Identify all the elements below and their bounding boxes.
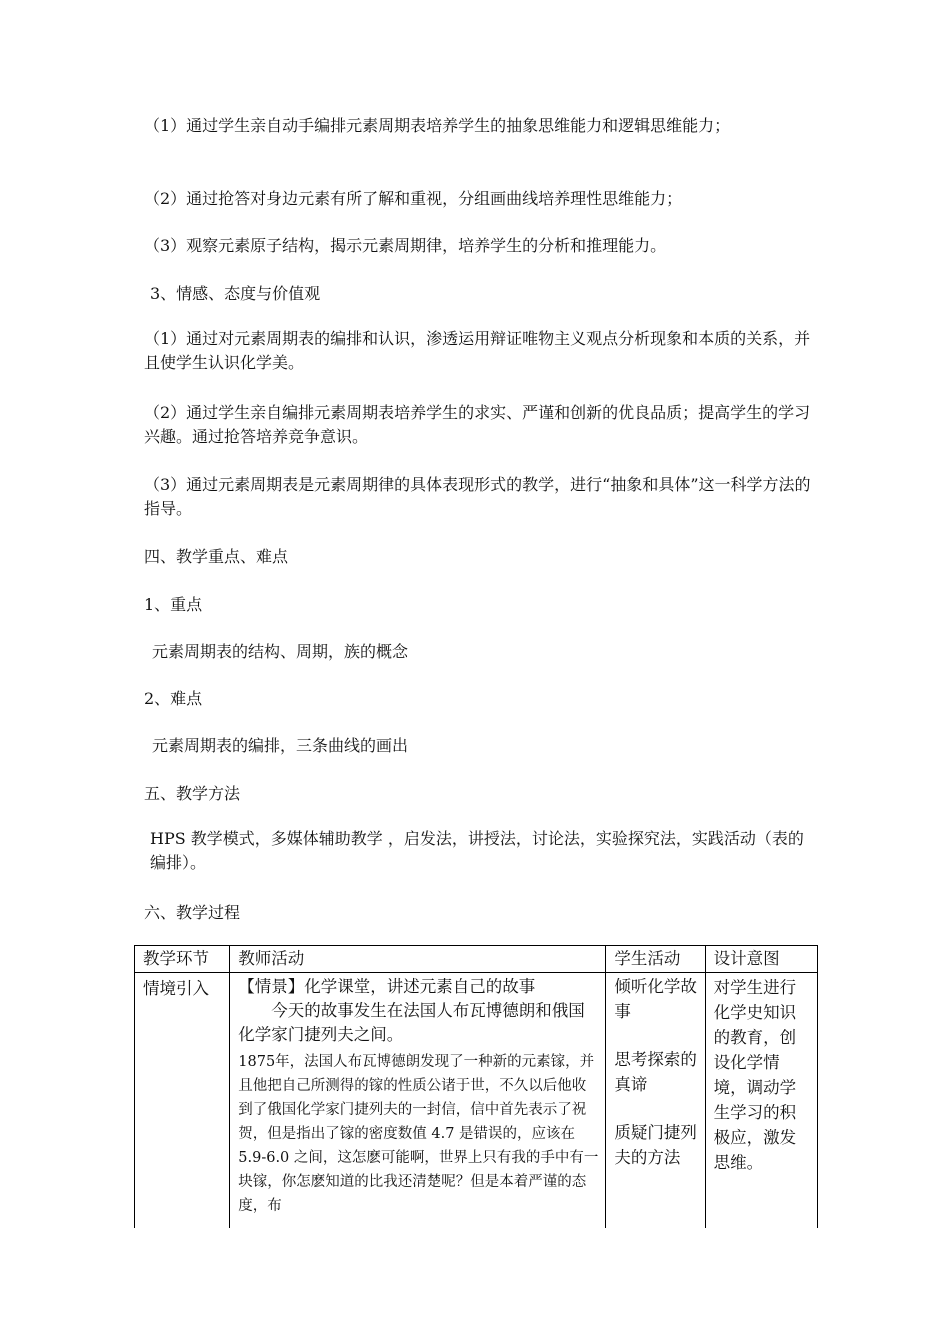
emotion-item-1: （1）通过对元素周期表的编排和认识，渗透运用辩证唯物主义观点分析现象和本质的关系，并且使学生认识化学美。 bbox=[144, 329, 811, 372]
ability-item-2: （2）通过抢答对身边元素有所了解和重视，分组画曲线培养理性思维能力； bbox=[144, 189, 683, 208]
header-stage: 教学环节 bbox=[135, 946, 230, 973]
stage-cell: 情境引入 bbox=[135, 973, 230, 1229]
emotion-item-3: （3）通过元素周期表是元素周期律的具体表现形式的教学，进行“抽象和具体”这一科学方法的指导。 bbox=[144, 475, 811, 518]
scenario-title: 化学课堂，讲述元素自己的故事 bbox=[304, 977, 536, 996]
difficult-point-heading: 2、难点 bbox=[144, 689, 203, 708]
emotion-heading: 3、情感、态度与价值观 bbox=[150, 284, 321, 303]
header-teacher-activity: 教师活动 bbox=[230, 946, 606, 973]
table-row bbox=[135, 973, 818, 1229]
student-activity-cell bbox=[606, 973, 705, 1229]
table-header-row bbox=[135, 946, 818, 973]
scenario-tag: 【情景】 bbox=[238, 977, 305, 996]
section-5-heading: 五、教学方法 bbox=[144, 784, 241, 803]
difficult-point-text: 元素周期表的编排，三条曲线的画出 bbox=[152, 736, 409, 755]
design-intent-cell: 对学生进行化学史知识的教育，创设化学情境，调动学生学习的积极应，激发思维。 bbox=[705, 973, 817, 1229]
ability-item-3: （3）观察元素原子结构，揭示元素周期律，培养学生的分析和推理能力。 bbox=[144, 236, 667, 255]
ability-item-1: （1）通过学生亲自动手编排元素周期表培养学生的抽象思维能力和逻辑思维能力； bbox=[144, 116, 731, 135]
teaching-methods-text: HPS 教学模式，多媒体辅助教学 ，启发法，讲授法，讨论法，实验探究法，实践活动（表的编排）。 bbox=[150, 829, 804, 872]
header-student-activity: 学生活动 bbox=[606, 946, 705, 973]
teaching-process-table bbox=[134, 945, 818, 1228]
teacher-story: 1875年，法国人布瓦博德朗发现了一种新的元素镓，并且他把自己所测得的镓的性质公诸于世，不久以后他收到了俄国化学家门捷列夫的一封信，信中首先表示了祝贺，但是指出了镓的密度数值 4.7 是错误的，应该在 5.9-6.0 之间，这怎麽可能啊，世界上只有我的手中有一块镓，你怎麽知道的比我还清楚呢？但是本着严谨的态度，布 bbox=[238, 1054, 599, 1214]
key-point-heading: 1、重点 bbox=[144, 595, 203, 614]
student-activity-item: 质疑门捷列夫的方法 bbox=[614, 1123, 697, 1167]
header-design-intent: 设计意图 bbox=[705, 946, 817, 973]
teacher-intro: 今天的故事发生在法国人布瓦博德朗和俄国化学家门捷列夫之间。 bbox=[238, 1001, 585, 1044]
section-4-heading: 四、教学重点、难点 bbox=[144, 547, 289, 566]
teacher-activity-cell bbox=[230, 973, 606, 1229]
teacher-scenario bbox=[238, 975, 599, 999]
section-6-heading: 六、教学过程 bbox=[144, 903, 241, 922]
key-point-text: 元素周期表的结构、周期，族的概念 bbox=[152, 642, 409, 661]
emotion-item-2: （2）通过学生亲自编排元素周期表培养学生的求实、严谨和创新的优良品质；提高学生的学习兴趣。通过抢答培养竞争意识。 bbox=[144, 403, 811, 446]
student-activity-item: 思考探索的真谛 bbox=[614, 1050, 697, 1094]
student-activity-item: 倾听化学故事 bbox=[614, 977, 697, 1021]
